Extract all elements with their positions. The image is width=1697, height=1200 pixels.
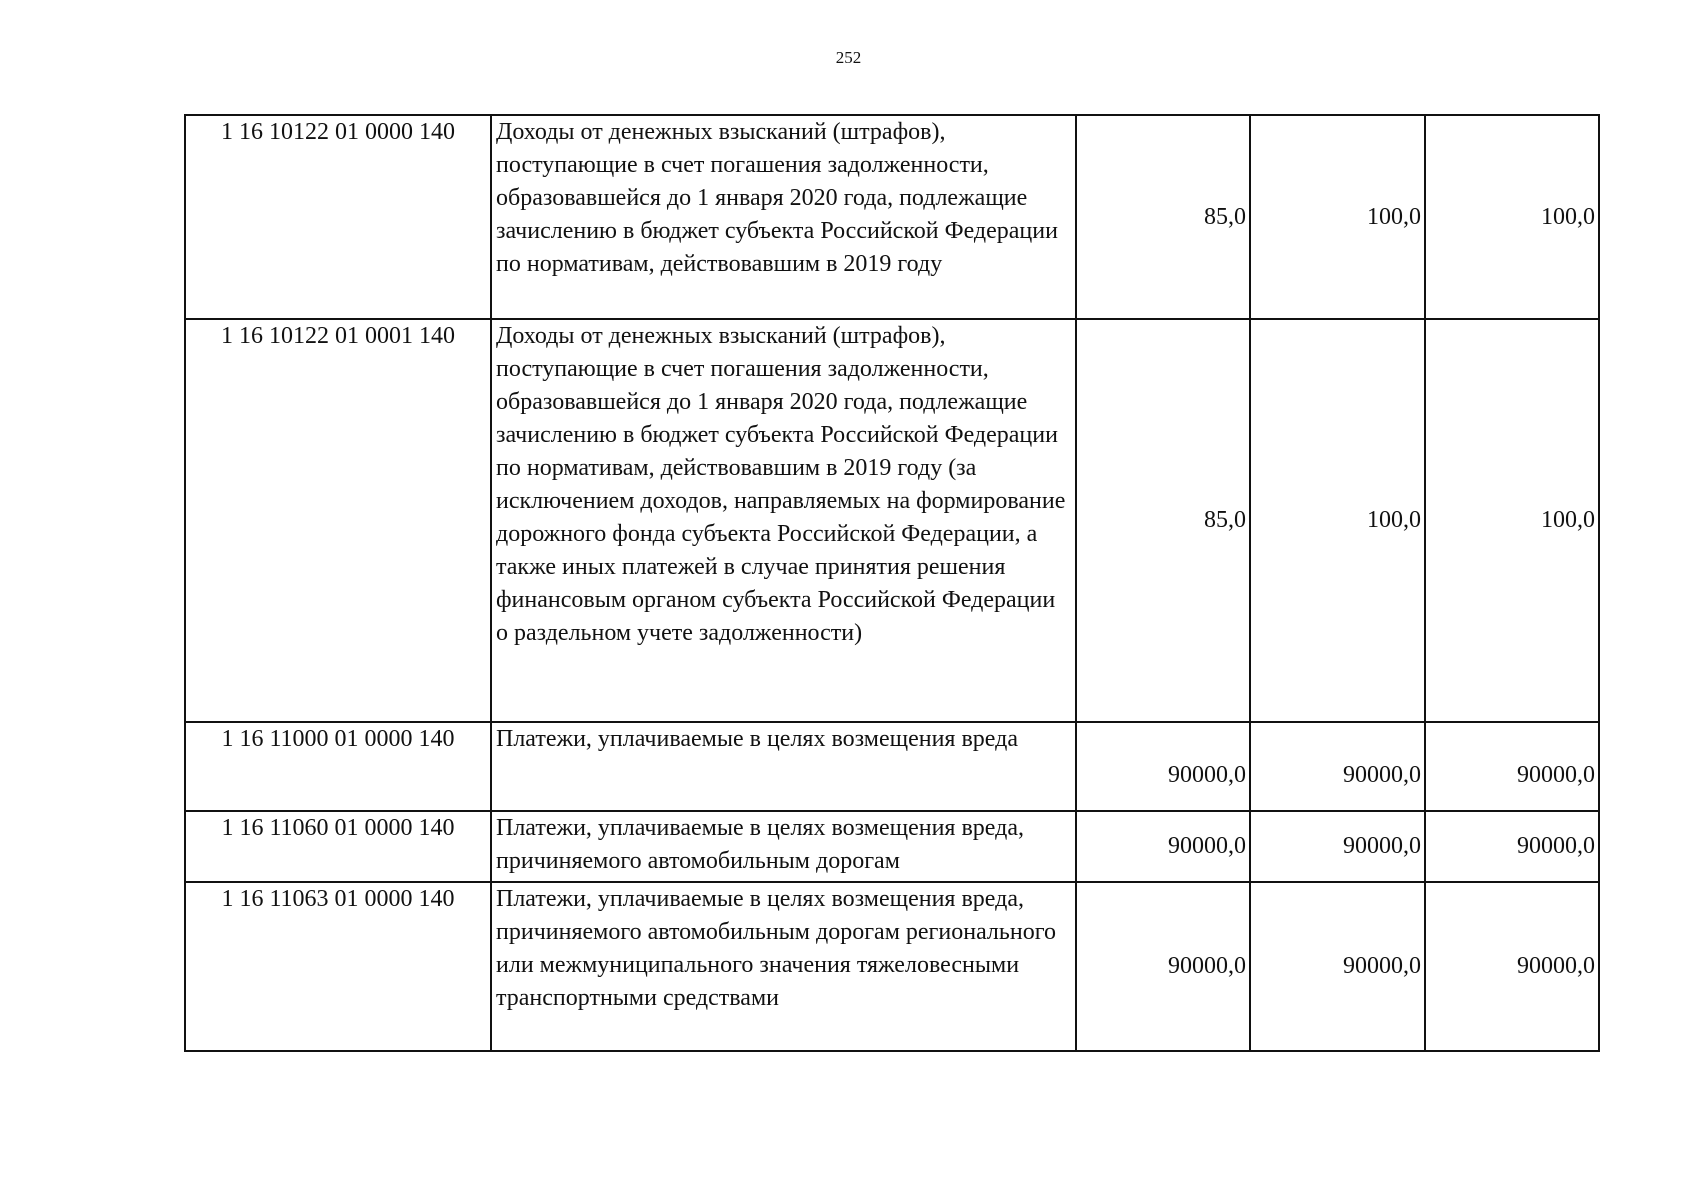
- revenue-code: 1 16 11060 01 0000 140: [185, 811, 491, 882]
- page-number: 252: [835, 48, 862, 67]
- table-row: [185, 115, 1599, 319]
- amount-cell: 85,0: [1076, 319, 1250, 722]
- revenue-description: Доходы от денежных взысканий (штрафов), поступающие в счет погашения задолженности, образовавшейся до 1 января 2020 года, подлежащие зачислению в бюджет субъекта Российской Федерации по нормативам, действовавшим в 2019 году (за исключением доходов, направляемых на формирование дорожного фонда субъекта Российской Федерации, а также иных платежей в случае принятия решения финансовым органом субъекта Российской Федерации о раздельном учете задолженности): [491, 319, 1076, 722]
- revenue-code: 1 16 11000 01 0000 140: [185, 722, 491, 811]
- table-row: [185, 882, 1599, 1051]
- revenue-description: Доходы от денежных взысканий (штрафов), поступающие в счет погашения задолженности, образовавшейся до 1 января 2020 года, подлежащие зачислению в бюджет субъекта Российской Федерации по нормативам, действовавшим в 2019 году: [491, 115, 1076, 319]
- budget-revenue-table: [184, 114, 1600, 1052]
- amount-cell: 100,0: [1425, 115, 1599, 319]
- amount-cell: 90000,0: [1076, 882, 1250, 1051]
- amount-cell: 90000,0: [1250, 811, 1425, 882]
- table-row: [185, 722, 1599, 811]
- amount-cell: 85,0: [1076, 115, 1250, 319]
- amount-cell: 90000,0: [1250, 722, 1425, 811]
- amount-cell: 100,0: [1250, 115, 1425, 319]
- revenue-description: Платежи, уплачиваемые в целях возмещения вреда, причиняемого автомобильным дорогам регионального или межмуниципального значения тяжеловесными транспортными средствами: [491, 882, 1076, 1051]
- amount-cell: 90000,0: [1425, 811, 1599, 882]
- amount-cell: 100,0: [1250, 319, 1425, 722]
- amount-cell: 90000,0: [1076, 811, 1250, 882]
- revenue-description: Платежи, уплачиваемые в целях возмещения вреда: [491, 722, 1076, 811]
- revenue-description: Платежи, уплачиваемые в целях возмещения вреда, причиняемого автомобильным дорогам: [491, 811, 1076, 882]
- amount-cell: 90000,0: [1425, 882, 1599, 1051]
- table-row: [185, 811, 1599, 882]
- amount-cell: 90000,0: [1250, 882, 1425, 1051]
- table-row: [185, 319, 1599, 722]
- revenue-code: 1 16 10122 01 0000 140: [185, 115, 491, 319]
- revenue-code: 1 16 11063 01 0000 140: [185, 882, 491, 1051]
- revenue-code: 1 16 10122 01 0001 140: [185, 319, 491, 722]
- amount-cell: 100,0: [1425, 319, 1599, 722]
- amount-cell: 90000,0: [1425, 722, 1599, 811]
- amount-cell: 90000,0: [1076, 722, 1250, 811]
